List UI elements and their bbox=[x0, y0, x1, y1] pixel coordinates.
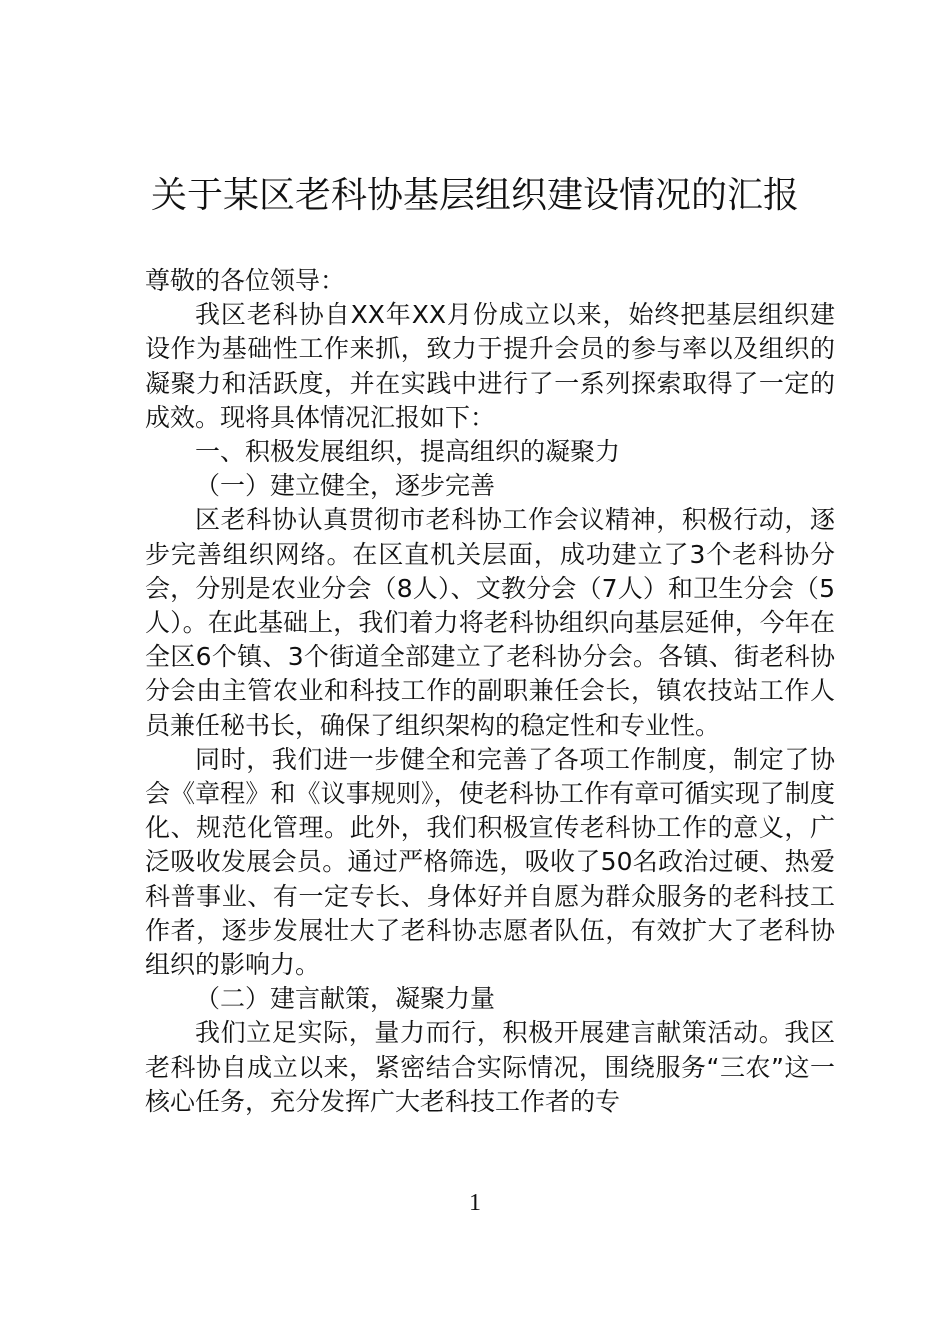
section-heading-1: 一、积极发展组织，提高组织的凝聚力 bbox=[195, 437, 621, 467]
page-number: 1 bbox=[469, 1190, 481, 1216]
document-title: 关于某区老科协基层组织建设情况的汇报 bbox=[150, 175, 799, 216]
paragraph-1: 区老科协认真贯彻市老科协工作会议精神，积极行动，逐步完善组织网络。在区直机关层面，成功建立了3个老科协分会，分别是农业分会（8人）、文教分会（7人）和卫生分会（5人）。在此基础上，我们着力将老科协组织向基层延伸，今年在全区6个镇、3个街道全部建立了老科协分会。各镇、街老科协分会由主管农业和科技工作的副职兼任会长，镇农技站工作人员兼任秘书长，确保了组织架构的稳定性和专业性。 bbox=[145, 505, 835, 740]
intro-paragraph: 我区老科协自XX年XX月份成立以来，始终把基层组织建设作为基础性工作来抓，致力于提升会员的参与率以及组织的凝聚力和活跃度，并在实践中进行了一系列探索取得了一定的成效。现将具体情况汇报如下： bbox=[145, 300, 835, 432]
paragraph-3: 我们立足实际，量力而行，积极开展建言献策活动。我区老科协自成立以来，紧密结合实际情况，围绕服务“三农”这一核心任务，充分发挥广大老科技工作者的专 bbox=[145, 1018, 835, 1116]
document-body bbox=[145, 264, 835, 1119]
paragraph-2: 同时，我们进一步健全和完善了各项工作制度，制定了协会《章程》和《议事规则》，使老科协工作有章可循实现了制度化、规范化管理。此外，我们积极宣传老科协工作的意义，广泛吸收发展会员。通过严格筛选，吸收了50名政治过硬、热爱科普事业、有一定专长、身体好并自愿为群众服务的老科技工作者，逐步发展壮大了老科协志愿者队伍，有效扩大了老科协组织的影响力。 bbox=[145, 744, 835, 980]
subsection-heading-1: （一）建立健全，逐步完善 bbox=[195, 471, 496, 501]
salutation: 尊敬的各位领导： bbox=[145, 266, 346, 295]
subsection-heading-2: （二）建言献策，凝聚力量 bbox=[195, 984, 496, 1014]
